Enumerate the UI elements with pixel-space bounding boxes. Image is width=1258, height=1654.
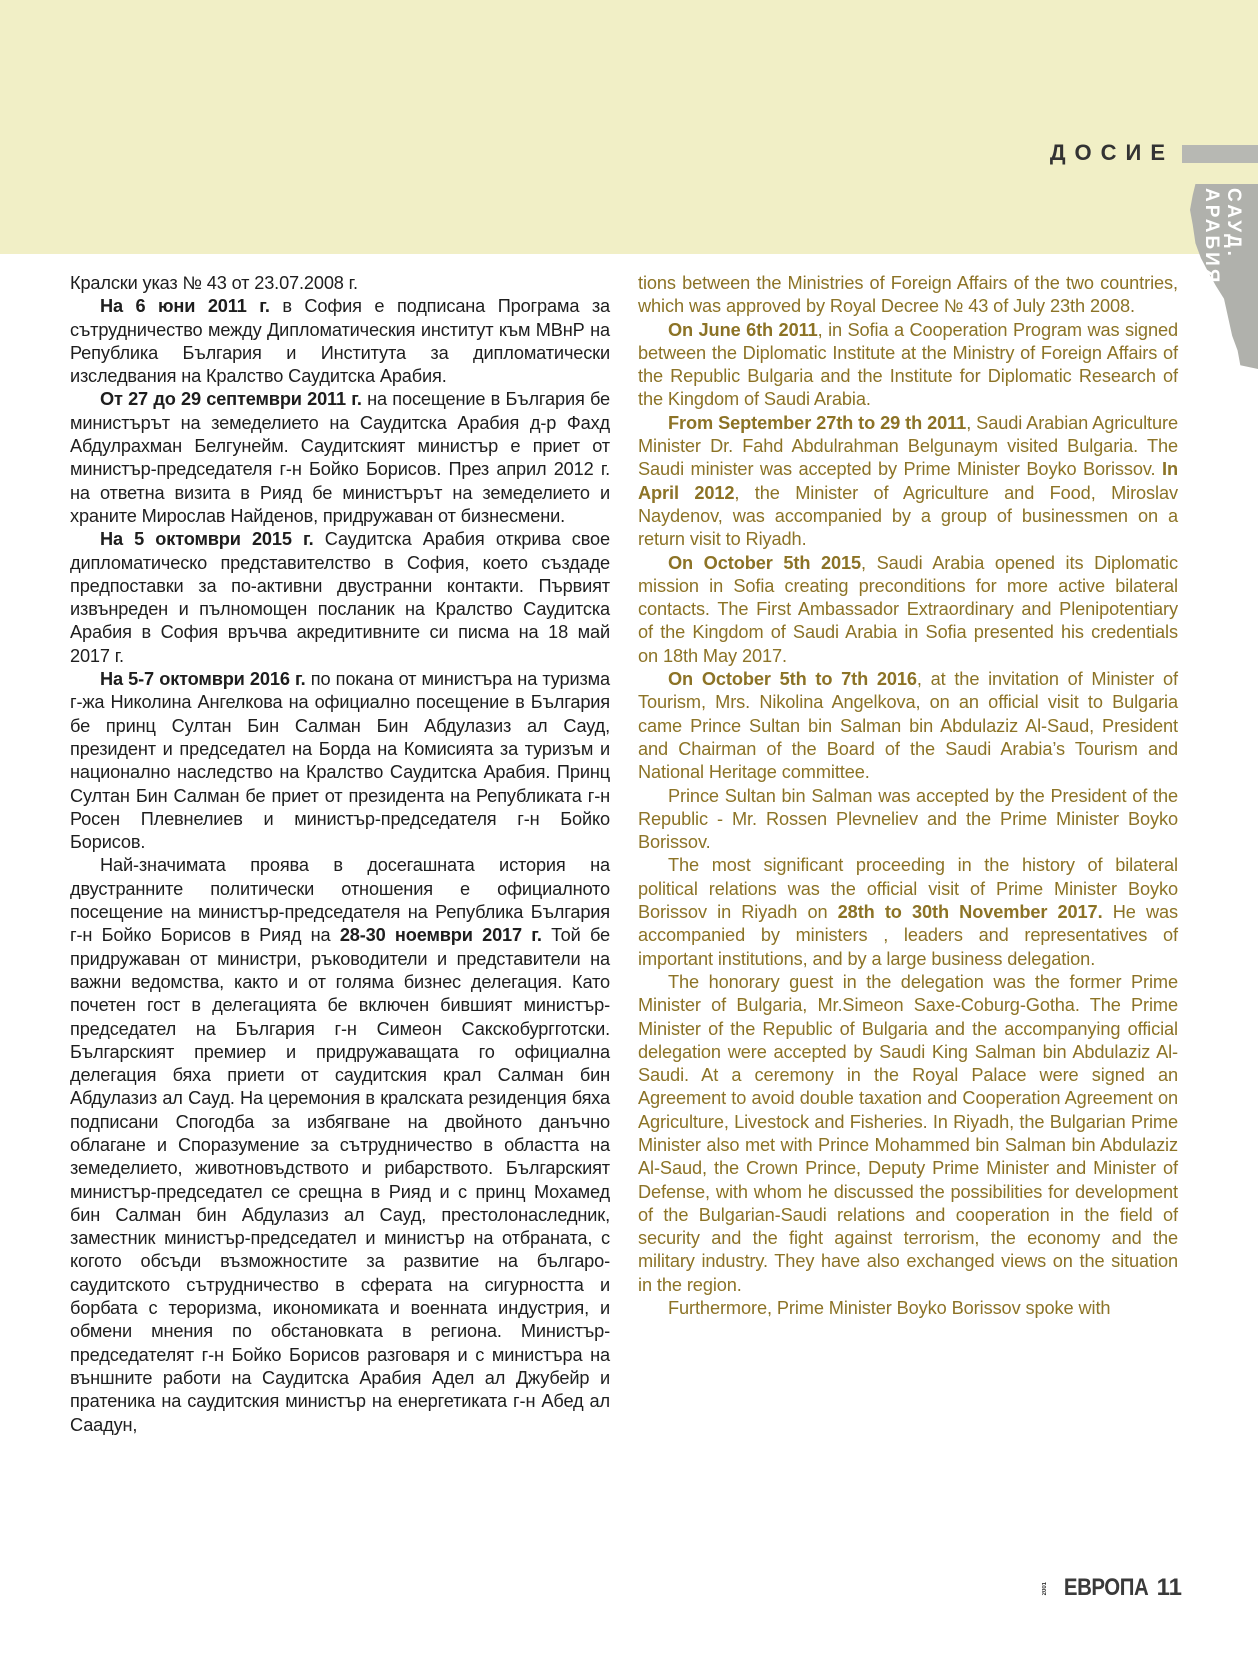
side-tab-label: САУД. АРАБИЯ	[1201, 188, 1244, 286]
page-footer	[1042, 1574, 1182, 1602]
en-paragraph: The most significant proceeding in the history of bilateral political relations was the official visit of Prime Minister Boyko Borissov in Riyadh on 28th to 30th November 2017. He was accompanied by ministers , leaders and representatives of important institutions, and by a large business delegation.	[638, 855, 1178, 969]
en-paragraph: On June 6th 2011, in Sofia a Cooperation Program was signed between the Diplomatic Institute at the Ministry of Foreign Affairs of the Republic Bulgaria and the Institute for Diplomatic Research of the Kingdom of Saudi Arabia.	[638, 319, 1178, 410]
en-paragraph: Prince Sultan bin Salman was accepted by the President of the Republic - Mr. Rossen Plevneliev and the Prime Minister Boyko Borissov.	[638, 785, 1178, 853]
en-paragraph: Furthermore, Prime Minister Boyko Borissov spoke with	[668, 1298, 1111, 1319]
bulgarian-column	[70, 272, 610, 1437]
section-bar	[1182, 145, 1258, 163]
bg-paragraph: На 5-7 октомври 2016 г. по покана от министъра на туризма г-жа Николина Ангелкова на официално посещение в България бе принц Султан Бин Салман Бин Абдулазиз ал Сауд, президент и председател на Борда на Комисията за туризъм и национално наследство на Кралство Саудитска Арабия. Принц Султан Бин Салман бе приет от президента на Републиката г-н Росен Плевнелиев и министър-председателя г-н Бойко Борисов.	[70, 669, 610, 853]
bg-paragraph: На 5 октомври 2015 г. Саудитска Арабия открива свое дипломатическо представителство в София, което създаде предпоставки за по-активни двустранни контакти. Първият извънреден и пълномощен посланик на Кралство Саудитска Арабия в София връчва акредитивните си писма на 18 май 2017 г.	[70, 529, 610, 666]
bg-paragraph: Кралски указ № 43 от 23.07.2008 г.	[70, 273, 358, 293]
bg-paragraph: Най-значимата проява в досегашната история на двустранните политически отношения е официалното посещение на министър-председателя на Република България г-н Бойко Борисов в Рияд на 28-30 ноември 2017 г. Той бе придружаван от министри, ръководители и представители на важни ведомства, както и от голяма бизнес делегация. Като почетен гост в делегацията бе включен бившият министър-председател на България г-н Симеон Сакскобургготски. Българският премиер и придружаващата го официална делегация бяха приети от саудитския крал Салман бин Абдулазиз ал Сауд. На церемония в кралската резиденция бяха подписани Спогодба за избягване на двойното данъчно облагане и Споразумение за сътрудничество в областта на земеделието, животновъдството и рибарството. Българският министър-председател се срещна в Рияд и с принц Мохамед бин Салман бин Абдулазиз ал Сауд, престолонаследник, заместник министър-председател и министър на отбраната, с когото обсъди възможностите за развитие на българо-саудитското сътрудничество в сферата на сигурността и борбата с тероризма, икономиката и военната индустрия, и обмени мнения по обстановката в региона. Министър-председателят г-н Бойко Борисов разговаря и с министъра на външните работи на Саудитска Арабия Адел ал Джубейр и пратеника на саудитския министър на енергетиката г-н Абед ал Саадун,	[70, 855, 610, 1435]
header-band	[0, 0, 1258, 254]
en-paragraph: The honorary guest in the delegation was the former Prime Minister of Bulgaria, Mr.Simeon Saxe-Coburg-Gotha. The Prime Minister of the Republic of Bulgaria and the accompanying official delegation were accepted by Saudi King Salman bin Abdulaziz Al-Saudi. At a ceremony in the Royal Palace were signed an Agreement to avoid double taxation and Cooperation Agreement on Agriculture, Livestock and Fisheries. In Riyadh, the Bulgarian Prime Minister also met with Prince Mohammed bin Salman bin Abdulaziz Al-Saud, the Crown Prince, Deputy Prime Minister and Minister of Defense, with whom he discussed the possibilities for development of the Bulgarian-Saudi relations and cooperation in the field of security and the fight against terrorism, the economy and the military industry. They have also exchanged views on the situation in the region.	[638, 971, 1178, 1295]
en-paragraph: From September 27th to 29 th 2011, Saudi Arabian Agriculture Minister Dr. Fahd Abdulrahman Belgunaym visited Bulgaria. The Saudi minister was accepted by Prime Minister Boyko Borissov. In April 2012, the Minister of Agriculture and Food, Miroslav Naydenov, was accompanied by a group of businessmen on a return visit to Riyadh.	[638, 412, 1178, 550]
section-label: ДОСИЕ	[1049, 140, 1174, 165]
en-paragraph: tions between the Ministries of Foreign Affairs of the two countries, which was approved by Royal Decree № 43 of July 23th 2008.	[638, 273, 1178, 317]
en-paragraph: On October 5th 2015, Saudi Arabia opened its Diplomatic mission in Sofia creating preconditions for more active bilateral contacts. The First Ambassador Extraordinary and Plenipotentiary of the Kingdom of Saudi Arabia in Sofia presented his credentials on 18th May 2017.	[638, 552, 1178, 666]
page-number: 11	[1156, 1574, 1182, 1601]
magazine-logo-small: 2001	[1042, 1581, 1049, 1595]
english-column	[638, 272, 1178, 1320]
magazine-logo: ЕВРОПА	[1064, 1574, 1149, 1601]
bg-paragraph: От 27 до 29 септември 2011 г. на посещение в България бе министърът на земеделието на Саудитска Арабия д-р Фахд Абдулрахман Белгунейм. Саудитският министър е приет от министър-председателя г-н Бойко Борисов. През април 2012 г. на ответна визита в Рияд бе министърът на земеделието и храните Мирослав Найденов, придружаван от бизнесмени.	[70, 389, 610, 526]
en-paragraph: On October 5th to 7th 2016, at the invitation of Minister of Tourism, Mrs. Nikolina Angelkova, on an official visit to Bulgaria came Prince Sultan bin Salman bin Abdulaziz Al-Saud, President and Chairman of the Board of the Saudi Arabia’s Tourism and National Heritage committee.	[638, 669, 1178, 783]
bg-paragraph: На 6 юни 2011 г. в София е подписана Програма за сътрудничество между Дипломатическия институт към МВнР на Република България и Института за дипломатически изследвания на Кралство Саудитска Арабия.	[70, 296, 611, 387]
